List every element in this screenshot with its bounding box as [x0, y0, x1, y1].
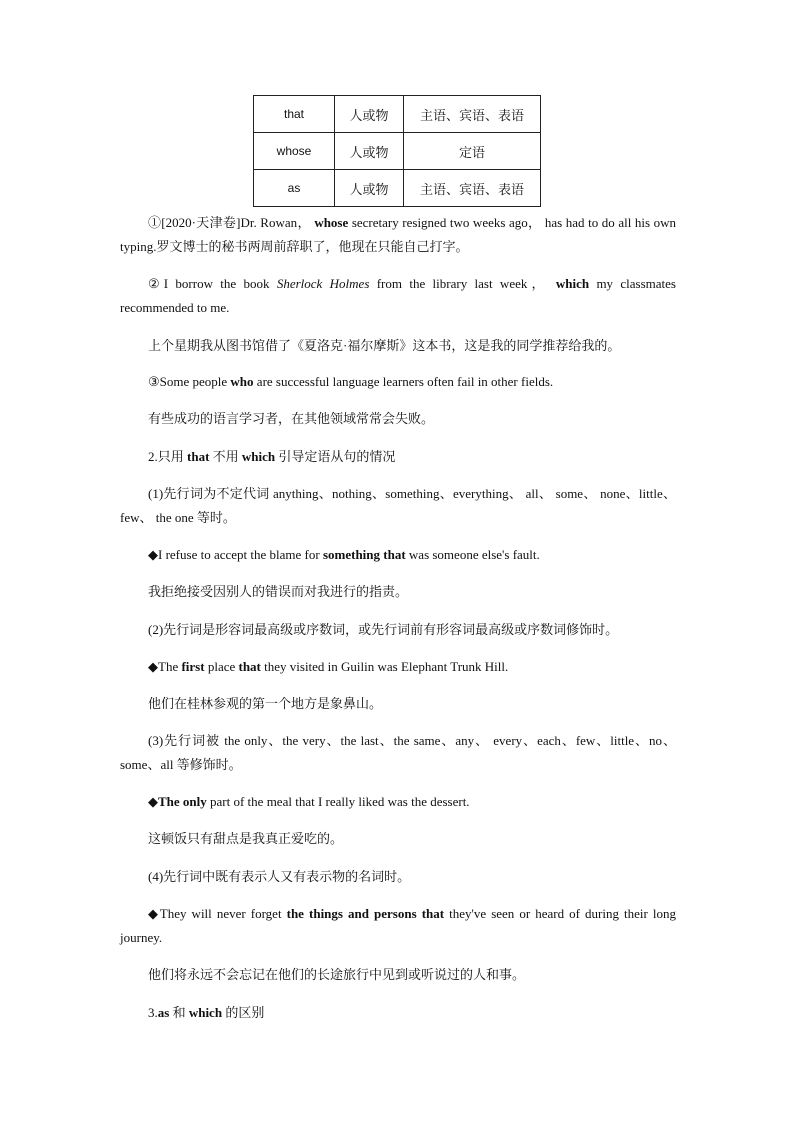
rule-2: (2)先行词是形容词最高级或序数词，或先行词前有形容词最高级或序数词修饰时。 [148, 622, 619, 637]
heading-keyword: that [187, 449, 210, 464]
example-text: ◆The [148, 659, 182, 674]
example-1 [120, 211, 676, 259]
section-heading-2 [120, 445, 676, 469]
example-text: secretary resigned two weeks ago， has had to do all his own typing. [120, 215, 676, 254]
table-cell-word: whose [254, 133, 335, 170]
book-title: Sherlock Holmes [276, 276, 370, 291]
example-2 [120, 272, 676, 320]
example-text: are successful language learners often fail in other fields. [253, 374, 554, 389]
example-text: ◆I refuse to accept the blame for [148, 547, 323, 562]
heading-keyword: which [241, 449, 276, 464]
table-cell-function: 主语、宾语、表语 [404, 96, 541, 133]
example-text: was someone else's fault. [405, 547, 540, 562]
example-3 [120, 370, 676, 394]
table-cell-referent: 人或物 [335, 96, 404, 133]
table-cell-word: as [254, 170, 335, 207]
rule-3-translation: 这顿饭只有甜点是我真正爱吃的。 [148, 831, 344, 846]
section-heading-3 [120, 1001, 676, 1025]
example-keyword: first [181, 659, 205, 674]
heading-text: 和 [169, 1005, 189, 1020]
rule-4-example [120, 902, 676, 950]
example-text: part of the meal that I really liked was the dessert. [206, 794, 470, 809]
rule-4-translation: 他们将永远不会忘记在他们的长途旅行中见到或听说过的人和事。 [148, 967, 526, 982]
example-text: ①[2020·天津卷]Dr. Rowan， [148, 215, 315, 230]
rule-2-translation: 他们在桂林参观的第一个地方是象鼻山。 [148, 696, 383, 711]
example-text: they've seen or heard of during their long journey. [120, 906, 677, 945]
relative-pronoun-table [253, 95, 541, 207]
rule-3: (3)先行词被 the only、the very、the last、the same、any、 every、each、few、little、no、some、all 等修饰时。 [120, 733, 676, 772]
example-text: my classmates recommended to me. [120, 276, 676, 315]
example-keyword: who [230, 374, 254, 389]
table-row [254, 96, 541, 133]
example-text: place [204, 659, 239, 674]
table-row [254, 133, 541, 170]
example-keyword: ◆The only [148, 794, 207, 809]
heading-text: 2.只用 [148, 449, 188, 464]
table-cell-function: 主语、宾语、表语 [404, 170, 541, 207]
table-cell-referent: 人或物 [335, 170, 404, 207]
rule-4: (4)先行词中既有表示人又有表示物的名词时。 [148, 869, 411, 884]
heading-text: 的区别 [222, 1005, 265, 1020]
heading-keyword: which [188, 1005, 223, 1020]
example-2-translation: 上个星期我从图书馆借了《夏洛克·福尔摩斯》这本书，这是我的同学推荐给我的。 [148, 338, 621, 353]
example-text: ◆They will never forget [148, 906, 287, 921]
example-keyword: something that [322, 547, 406, 562]
heading-text: 3. [148, 1005, 158, 1020]
example-translation: 罗文博士的秘书两周前辞职了，他现在只能自己打字。 [156, 239, 469, 254]
table-row [254, 170, 541, 207]
rule-3-example [120, 790, 676, 814]
example-3-translation: 有些成功的语言学习者，在其他领域常常会失败。 [148, 411, 435, 426]
example-keyword: the things and persons that [286, 906, 445, 921]
rule-1: (1)先行词为不定代词 anything、nothing、something、everything、 all、 some、 none、little、 few、 the one 等时。 [120, 486, 676, 525]
table-cell-function: 定语 [404, 133, 541, 170]
example-text: from the library last week， [369, 276, 556, 291]
example-keyword: whose [314, 215, 349, 230]
example-text: ③Some people [148, 374, 231, 389]
example-text: ②I borrow the book [148, 276, 277, 291]
rule-2-example [120, 655, 676, 679]
rule-1-translation: 我拒绝接受因别人的错误而对我进行的指责。 [148, 584, 409, 599]
table-cell-referent: 人或物 [335, 133, 404, 170]
table-cell-word: that [254, 96, 335, 133]
rule-1-example [120, 543, 676, 567]
heading-text: 不用 [209, 449, 242, 464]
example-keyword: which [555, 276, 590, 291]
example-text: they visited in Guilin was Elephant Trunk Hill. [260, 659, 509, 674]
heading-text: 引导定语从句的情况 [275, 449, 396, 464]
example-keyword: that [238, 659, 261, 674]
heading-keyword: as [157, 1005, 170, 1020]
